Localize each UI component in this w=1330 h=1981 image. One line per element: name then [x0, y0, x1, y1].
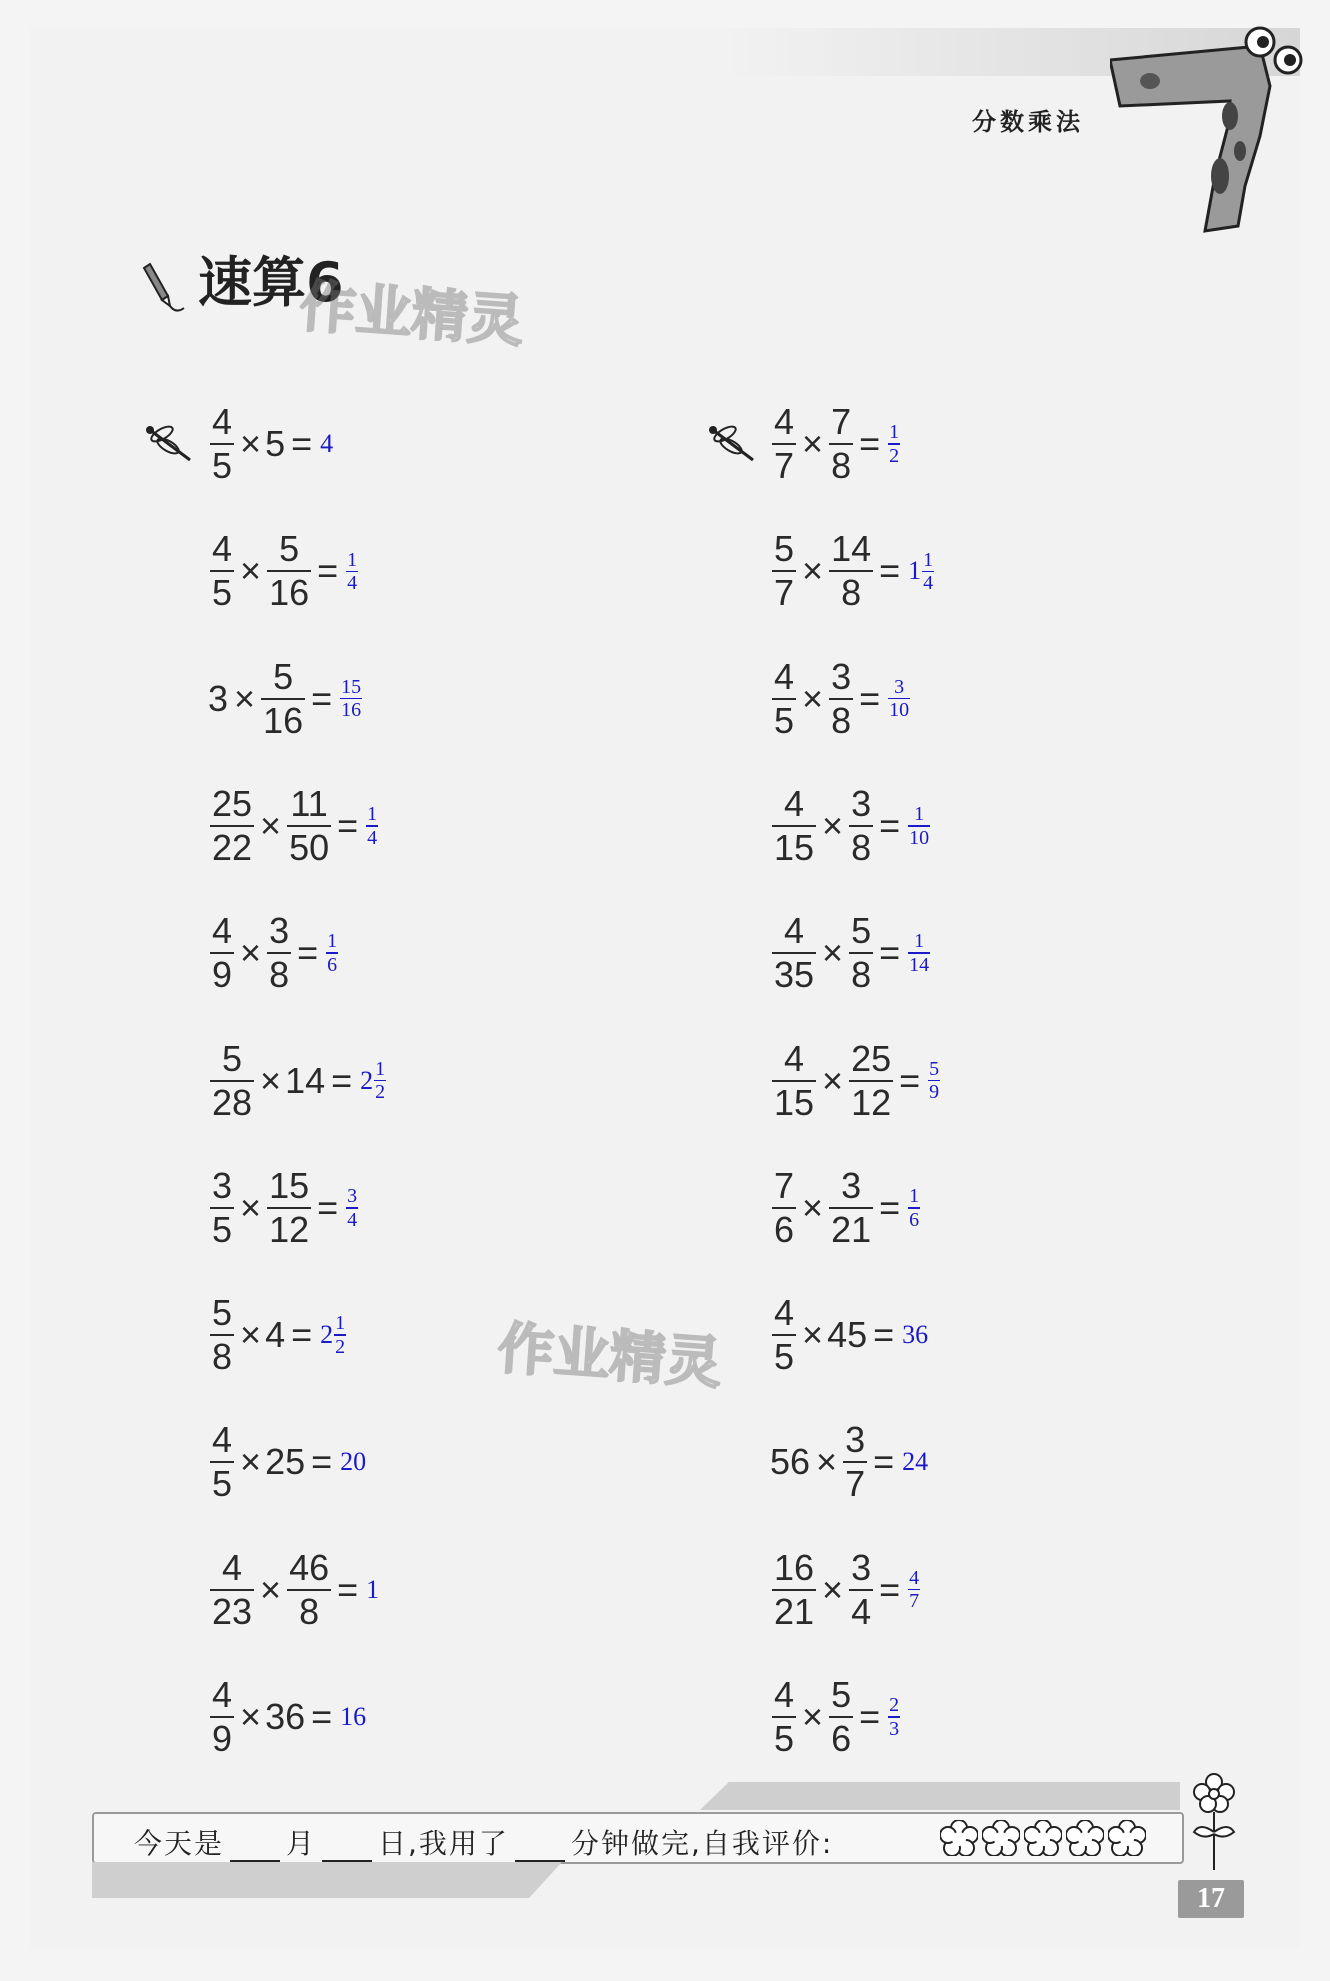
page-title: 速算6 — [198, 251, 344, 314]
dragonfly-icon — [703, 420, 763, 470]
handwritten-answer — [320, 1312, 346, 1358]
answer-numerator: 1 — [889, 421, 900, 444]
denominator: 35 — [774, 954, 815, 996]
minutes-label: 分钟做完,自我评价: — [570, 1827, 834, 1860]
month-blank[interactable] — [230, 1834, 280, 1862]
times-sign: × — [822, 932, 844, 974]
fraction — [772, 783, 816, 869]
numerator: 46 — [289, 1546, 330, 1588]
numerator: 25 — [851, 1037, 892, 1079]
numerator: 4 — [212, 1419, 233, 1461]
numerator: 25 — [212, 782, 253, 824]
handwritten-answer — [908, 803, 930, 849]
answer-fraction — [908, 1185, 920, 1231]
denominator: 21 — [774, 1590, 815, 1632]
times-sign: × — [822, 1568, 844, 1610]
handwritten-answer — [340, 1447, 367, 1477]
denominator: 5 — [774, 699, 795, 741]
rating-flower-icon[interactable] — [982, 1820, 1020, 1856]
footer-ribbon-top — [700, 1782, 1180, 1810]
answer-denominator: 6 — [327, 953, 338, 976]
problem-row — [208, 394, 334, 494]
answer-numerator: 1 — [375, 1057, 386, 1080]
problem-row — [208, 1285, 346, 1385]
answer-fraction — [888, 1694, 900, 1740]
answer-denominator: 9 — [929, 1081, 940, 1104]
numerator: 3 — [269, 910, 290, 952]
fraction — [210, 1674, 234, 1760]
fraction — [829, 401, 853, 487]
handwritten-answer — [888, 676, 910, 722]
pencil-icon — [140, 256, 190, 316]
fraction — [849, 783, 873, 869]
times-sign: × — [816, 1441, 838, 1483]
answer-numerator: 3 — [347, 1185, 358, 1208]
answer-whole: 16 — [340, 1702, 367, 1731]
answer-fraction — [908, 1567, 920, 1613]
answer-numerator: 5 — [929, 1057, 940, 1080]
answer-numerator: 2 — [889, 1694, 900, 1717]
answer-denominator: 2 — [335, 1335, 346, 1358]
equals-sign: = — [291, 423, 313, 464]
problem-row — [208, 776, 378, 876]
fraction — [267, 910, 291, 996]
numerator: 3 — [845, 1419, 866, 1461]
whole-number: 36 — [265, 1696, 306, 1737]
answer-whole: 2 — [320, 1320, 334, 1350]
answer-fraction — [340, 676, 362, 722]
equals-sign: = — [331, 1059, 353, 1101]
numerator: 3 — [851, 782, 872, 824]
answer-fraction — [888, 676, 910, 722]
equals-sign: = — [879, 550, 901, 592]
numerator: 5 — [222, 1037, 243, 1079]
whole-number: 56 — [770, 1441, 811, 1483]
problem-row — [770, 903, 930, 1003]
answer-numerator: 4 — [909, 1566, 920, 1589]
problem-row — [208, 1667, 367, 1767]
fraction — [772, 1292, 796, 1378]
equals-sign: = — [879, 804, 901, 846]
denominator: 5 — [212, 572, 233, 614]
problem-row — [770, 1285, 929, 1385]
fraction — [829, 656, 853, 742]
answer-numerator: 1 — [335, 1312, 346, 1335]
problem-row — [208, 1412, 367, 1512]
equals-sign: = — [859, 677, 881, 719]
answer-numerator: 15 — [341, 675, 362, 698]
fraction — [210, 1165, 234, 1251]
answer-whole: 4 — [320, 429, 334, 458]
numerator: 4 — [784, 1037, 805, 1079]
fraction — [843, 1419, 867, 1505]
problem-row — [770, 1540, 920, 1640]
times-sign: × — [240, 550, 262, 592]
equals-sign: = — [873, 1314, 895, 1356]
whole-number: 3 — [208, 677, 229, 719]
handwritten-answer — [902, 1320, 929, 1350]
equals-sign: = — [859, 1696, 881, 1737]
numerator: 4 — [774, 655, 795, 697]
handwritten-answer — [346, 1185, 358, 1231]
problem-row — [208, 521, 358, 621]
watermark-top: 作业精灵 — [297, 274, 526, 355]
equals-sign: = — [873, 1441, 895, 1483]
rating-flower-icon[interactable] — [1066, 1820, 1104, 1856]
fraction — [210, 1038, 254, 1124]
answer-numerator: 1 — [347, 548, 358, 571]
denominator: 15 — [774, 826, 815, 868]
denominator: 8 — [212, 1336, 233, 1378]
answer-fraction — [346, 549, 358, 595]
fraction — [829, 528, 873, 614]
equals-sign: = — [317, 550, 339, 592]
times-sign: × — [822, 804, 844, 846]
answer-fraction — [922, 549, 934, 595]
equals-sign: = — [311, 1441, 333, 1483]
fraction — [772, 1674, 796, 1760]
fraction — [210, 528, 234, 614]
fraction — [210, 401, 234, 487]
fraction — [267, 528, 311, 614]
number-seven-mascot-icon — [1110, 26, 1310, 236]
day-blank[interactable] — [322, 1834, 372, 1862]
fraction — [772, 528, 796, 614]
fraction — [210, 783, 254, 869]
answer-denominator: 10 — [909, 826, 930, 849]
answer-whole: 2 — [360, 1065, 374, 1095]
problem-row — [208, 1158, 358, 1258]
numerator: 4 — [212, 1674, 233, 1715]
month-label: 月 — [286, 1827, 317, 1860]
answer-denominator: 2 — [375, 1081, 386, 1104]
footer-ribbon-bottom — [92, 1862, 562, 1898]
times-sign: × — [822, 1059, 844, 1101]
rating-flower-icon[interactable] — [1024, 1820, 1062, 1856]
equals-sign: = — [297, 932, 319, 974]
times-sign: × — [802, 1696, 824, 1737]
handwritten-answer — [320, 429, 334, 459]
equals-sign: = — [879, 1568, 901, 1610]
rating-flower-icon[interactable] — [940, 1820, 978, 1856]
answer-denominator: 4 — [923, 572, 934, 595]
answer-fraction — [928, 1058, 940, 1104]
flower-icon — [1186, 1772, 1242, 1872]
problem-row — [770, 1667, 900, 1767]
times-sign: × — [240, 1441, 262, 1483]
fraction — [772, 401, 796, 487]
equals-sign: = — [879, 932, 901, 974]
equals-sign: = — [311, 1696, 333, 1737]
answer-numerator: 1 — [923, 548, 934, 571]
answer-whole: 24 — [902, 1447, 929, 1477]
times-sign: × — [802, 677, 824, 719]
handwritten-answer — [340, 676, 362, 722]
answer-denominator: 7 — [909, 1590, 920, 1613]
answer-denominator: 2 — [889, 444, 900, 467]
numerator: 4 — [212, 401, 233, 442]
handwritten-answer — [326, 930, 338, 976]
answer-denominator: 4 — [347, 572, 358, 595]
denominator: 6 — [831, 1718, 852, 1759]
times-sign: × — [802, 1186, 824, 1228]
fraction — [210, 910, 234, 996]
fraction — [829, 1165, 873, 1251]
handwritten-answer — [908, 549, 934, 595]
day-label: 日,我用了 — [378, 1827, 509, 1860]
denominator: 15 — [774, 1081, 815, 1123]
numerator: 4 — [212, 528, 233, 570]
equals-sign: = — [899, 1059, 921, 1101]
whole-number: 25 — [265, 1441, 306, 1483]
problem-row — [770, 521, 934, 621]
fraction — [210, 1292, 234, 1378]
times-sign: × — [240, 423, 262, 464]
numerator: 5 — [273, 655, 294, 697]
fraction — [849, 1547, 873, 1633]
answer-whole: 1 — [366, 1574, 380, 1604]
whole-number: 5 — [265, 423, 286, 464]
numerator: 4 — [212, 910, 233, 952]
fraction — [287, 1547, 331, 1633]
denominator: 23 — [212, 1590, 253, 1632]
problem-row — [770, 394, 900, 494]
times-sign: × — [802, 423, 824, 464]
numerator: 14 — [831, 528, 872, 570]
denominator: 22 — [212, 826, 253, 868]
answer-numerator: 1 — [367, 803, 378, 826]
numerator: 7 — [831, 401, 852, 442]
equals-sign: = — [317, 1186, 339, 1228]
fraction — [772, 656, 796, 742]
answer-numerator: 1 — [914, 803, 925, 826]
problem-row — [208, 649, 362, 749]
minutes-blank[interactable] — [515, 1834, 565, 1862]
answer-denominator: 4 — [367, 826, 378, 849]
fraction — [261, 656, 305, 742]
handwritten-answer — [346, 549, 358, 595]
numerator: 15 — [269, 1164, 310, 1206]
problem-row — [208, 903, 338, 1003]
today-label: 今天是 — [134, 1827, 225, 1860]
numerator: 4 — [774, 401, 795, 442]
answer-numerator: 3 — [894, 675, 905, 698]
answer-fraction — [334, 1312, 346, 1358]
fraction — [287, 783, 331, 869]
denominator: 8 — [851, 826, 872, 868]
answer-fraction — [374, 1058, 386, 1104]
answer-whole: 36 — [902, 1320, 929, 1350]
handwritten-answer — [360, 1058, 386, 1104]
fraction — [772, 1165, 796, 1251]
numerator: 5 — [851, 910, 872, 952]
handwritten-answer — [908, 930, 930, 976]
numerator: 3 — [831, 655, 852, 697]
equals-sign: = — [291, 1314, 313, 1356]
self-rating-flowers — [940, 1820, 1146, 1856]
rating-flower-icon[interactable] — [1108, 1820, 1146, 1856]
answer-numerator: 1 — [914, 930, 925, 953]
answer-fraction — [346, 1185, 358, 1231]
times-sign: × — [260, 804, 282, 846]
denominator: 4 — [851, 1590, 872, 1632]
numerator: 11 — [290, 782, 328, 824]
denominator: 28 — [212, 1081, 253, 1123]
answer-whole: 1 — [908, 556, 922, 586]
answer-numerator: 1 — [327, 930, 338, 953]
numerator: 3 — [841, 1164, 862, 1206]
denominator: 12 — [269, 1208, 310, 1250]
handwritten-answer — [366, 803, 378, 849]
denominator: 8 — [831, 445, 852, 486]
fraction — [849, 910, 873, 996]
fraction — [772, 910, 816, 996]
denominator: 9 — [212, 1718, 233, 1759]
denominator: 6 — [774, 1208, 795, 1250]
denominator: 50 — [289, 826, 330, 868]
fraction — [849, 1038, 893, 1124]
fraction — [210, 1419, 234, 1505]
denominator: 8 — [299, 1590, 320, 1632]
numerator: 3 — [212, 1164, 233, 1206]
dragonfly-icon — [140, 420, 200, 470]
times-sign: × — [240, 1314, 262, 1356]
denominator: 5 — [212, 1463, 233, 1505]
chapter-title: 分数乘法 — [972, 108, 1084, 136]
denominator: 8 — [831, 699, 852, 741]
times-sign: × — [260, 1059, 282, 1101]
handwritten-answer — [928, 1058, 940, 1104]
problem-row — [770, 776, 930, 876]
denominator: 7 — [774, 445, 795, 486]
handwritten-answer — [888, 421, 900, 467]
answer-denominator: 3 — [889, 1717, 900, 1740]
page-number: 17 — [1178, 1880, 1244, 1918]
numerator: 16 — [774, 1546, 815, 1588]
whole-number: 14 — [285, 1059, 326, 1101]
answer-denominator: 16 — [341, 699, 362, 722]
denominator: 16 — [263, 699, 304, 741]
equals-sign: = — [311, 677, 333, 719]
numerator: 5 — [774, 528, 795, 570]
handwritten-answer — [902, 1447, 929, 1477]
times-sign: × — [240, 1186, 262, 1228]
times-sign: × — [240, 932, 262, 974]
denominator: 8 — [851, 954, 872, 996]
denominator: 5 — [774, 1718, 795, 1759]
times-sign: × — [802, 550, 824, 592]
numerator: 4 — [774, 1674, 795, 1715]
answer-fraction — [908, 803, 930, 849]
denominator: 5 — [774, 1336, 795, 1378]
answer-denominator: 10 — [889, 699, 910, 722]
answer-denominator: 14 — [909, 953, 930, 976]
handwritten-answer — [908, 1185, 920, 1231]
denominator: 21 — [831, 1208, 872, 1250]
answer-whole: 20 — [340, 1447, 367, 1477]
times-sign: × — [240, 1696, 262, 1737]
completion-record — [134, 1822, 833, 1862]
equals-sign: = — [859, 423, 881, 464]
problem-row — [770, 1412, 929, 1512]
numerator: 5 — [279, 528, 300, 570]
numerator: 4 — [784, 910, 805, 952]
equals-sign: = — [337, 804, 359, 846]
numerator: 3 — [851, 1546, 872, 1588]
handwritten-answer — [366, 1575, 380, 1605]
problem-row — [770, 649, 910, 749]
answer-fraction — [326, 930, 338, 976]
numerator: 7 — [774, 1164, 795, 1206]
times-sign: × — [260, 1568, 282, 1610]
fraction — [267, 1165, 311, 1251]
handwritten-answer — [888, 1694, 900, 1740]
answer-fraction — [888, 421, 900, 467]
answer-fraction — [366, 803, 378, 849]
denominator: 8 — [269, 954, 290, 996]
answer-denominator: 6 — [909, 1208, 920, 1231]
problem-row — [208, 1540, 380, 1640]
denominator: 8 — [841, 572, 862, 614]
denominator: 7 — [845, 1463, 866, 1505]
numerator: 5 — [831, 1674, 852, 1715]
fraction — [772, 1547, 816, 1633]
numerator: 5 — [212, 1292, 233, 1334]
fraction — [210, 1547, 254, 1633]
denominator: 12 — [851, 1081, 892, 1123]
denominator: 9 — [212, 954, 233, 996]
denominator: 7 — [774, 572, 795, 614]
problem-row — [208, 1031, 386, 1131]
denominator: 16 — [269, 572, 310, 614]
watermark-middle: 作业精灵 — [495, 1316, 724, 1397]
numerator: 4 — [774, 1292, 795, 1334]
handwritten-answer — [908, 1567, 920, 1613]
answer-fraction — [908, 930, 930, 976]
denominator: 5 — [212, 1208, 233, 1250]
fraction — [772, 1038, 816, 1124]
answer-numerator: 1 — [909, 1185, 920, 1208]
answer-denominator: 4 — [347, 1208, 358, 1231]
times-sign: × — [802, 1314, 824, 1356]
whole-number: 45 — [827, 1314, 868, 1356]
numerator: 4 — [784, 782, 805, 824]
times-sign: × — [234, 677, 256, 719]
numerator: 4 — [222, 1546, 243, 1588]
fraction — [829, 1674, 853, 1760]
problem-row — [770, 1158, 920, 1258]
handwritten-answer — [340, 1702, 367, 1732]
denominator: 5 — [212, 445, 233, 486]
whole-number: 4 — [265, 1314, 286, 1356]
equals-sign: = — [337, 1568, 359, 1610]
equals-sign: = — [879, 1186, 901, 1228]
problem-row — [770, 1031, 940, 1131]
